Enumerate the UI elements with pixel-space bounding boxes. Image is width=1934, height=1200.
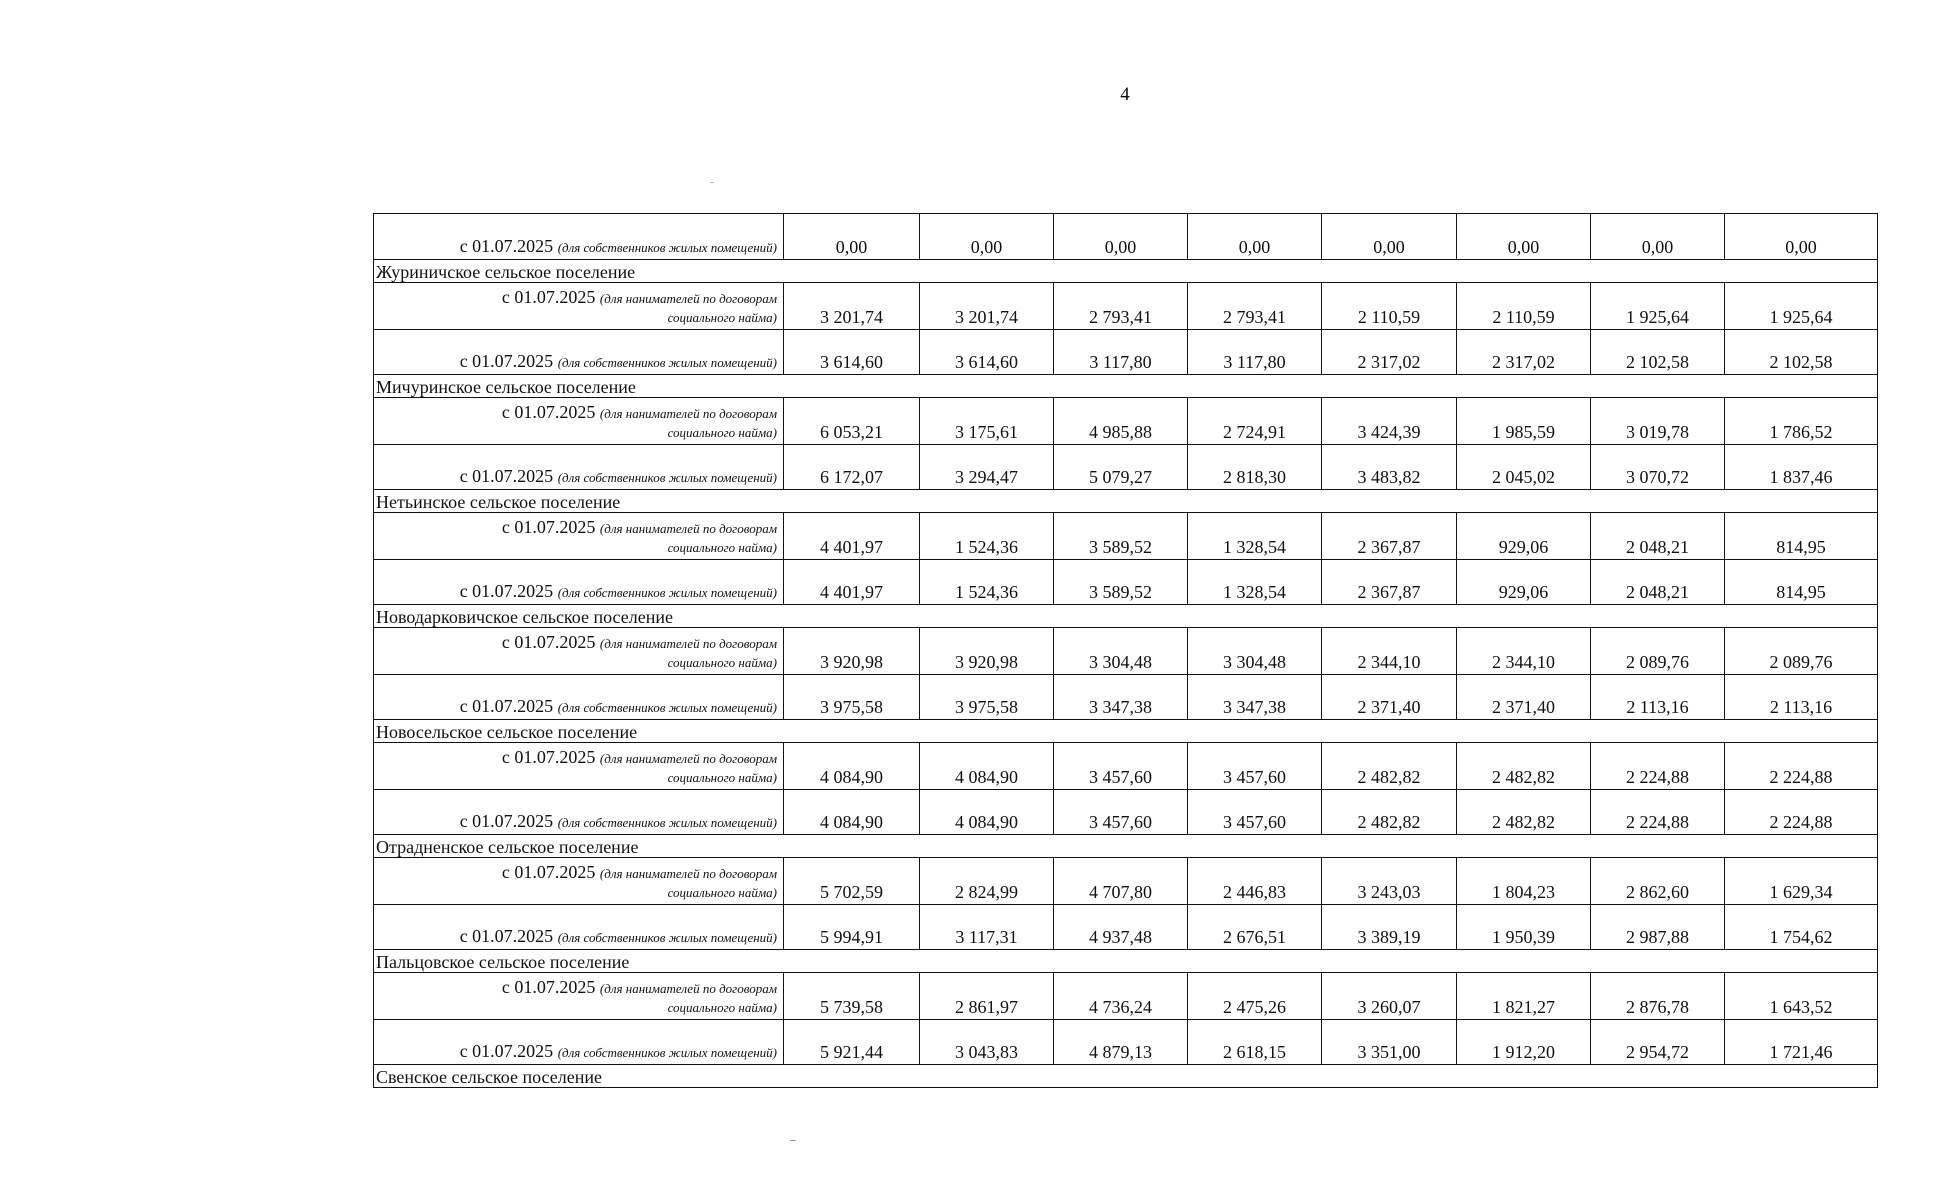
owner-row: [374, 675, 1878, 720]
date-label: с 01.07.2025: [501, 632, 596, 652]
tenant-row-label: [374, 858, 784, 905]
date-label: с 01.07.2025: [501, 862, 596, 882]
table-cell: 929,06: [1457, 560, 1591, 605]
table-cell: 3 457,60: [1054, 743, 1188, 790]
table-cell: 3 260,07: [1322, 973, 1457, 1020]
table-cell: 4 084,90: [920, 790, 1054, 835]
tenant-row: [374, 513, 1878, 560]
table-cell: 1 912,20: [1457, 1020, 1591, 1065]
table-cell: 2 110,59: [1457, 283, 1591, 330]
tenant-note: (для нанимателей по договорам: [599, 291, 777, 306]
date-label: с 01.07.2025: [459, 926, 554, 946]
table-cell: 2 446,83: [1188, 858, 1322, 905]
table-cell: 1 328,54: [1188, 560, 1322, 605]
tenant-row-label: [374, 513, 784, 560]
tenant-row-label: [374, 398, 784, 445]
owner-note: (для собственников жилых помещений): [557, 815, 777, 830]
tenant-row: [374, 973, 1878, 1020]
table-cell: 4 985,88: [1054, 398, 1188, 445]
date-label: с 01.07.2025: [459, 811, 554, 831]
table-cell: 2 113,16: [1591, 675, 1725, 720]
table-cell: 1 643,52: [1725, 973, 1878, 1020]
table-cell: 2 089,76: [1591, 628, 1725, 675]
settlement-header-row: [374, 375, 1878, 398]
table-cell: 3 117,80: [1188, 330, 1322, 375]
tenant-row: [374, 628, 1878, 675]
label-line: [380, 518, 777, 538]
table-cell: 5 079,27: [1054, 445, 1188, 490]
table-cell: 3 424,39: [1322, 398, 1457, 445]
tenant-note: социального найма): [667, 885, 777, 900]
table-cell: 2 344,10: [1322, 628, 1457, 675]
table-cell: 3 614,60: [784, 330, 920, 375]
date-label: с 01.07.2025: [501, 977, 596, 997]
table-cell: 5 739,58: [784, 973, 920, 1020]
table-cell: 3 201,74: [920, 283, 1054, 330]
date-label: с 01.07.2025: [459, 236, 554, 256]
table-cell: 814,95: [1725, 513, 1878, 560]
settlement-name: Новодарковичское сельское поселение: [374, 605, 1878, 628]
date-label: с 01.07.2025: [459, 696, 554, 716]
table-cell: 4 401,97: [784, 513, 920, 560]
table-cell: 2 089,76: [1725, 628, 1878, 675]
table-cell: 2 862,60: [1591, 858, 1725, 905]
settlement-name: Мичуринское сельское поселение: [374, 375, 1878, 398]
tenant-note: (для нанимателей по договорам: [599, 751, 777, 766]
table-cell: 3 117,31: [920, 905, 1054, 950]
table-cell: 1 629,34: [1725, 858, 1878, 905]
settlement-header-row: [374, 605, 1878, 628]
table-cell: 2 045,02: [1457, 445, 1591, 490]
tenant-row: [374, 283, 1878, 330]
table-cell: 4 879,13: [1054, 1020, 1188, 1065]
table-cell: 4 736,24: [1054, 973, 1188, 1020]
settlement-name: Нетьинское сельское поселение: [374, 490, 1878, 513]
table-cell: 2 724,91: [1188, 398, 1322, 445]
owner-note: (для собственников жилых помещений): [557, 240, 777, 255]
table-cell: 3 589,52: [1054, 513, 1188, 560]
tenant-row: [374, 858, 1878, 905]
label-line: [380, 748, 777, 768]
owner-row-label: [374, 675, 784, 720]
table-cell: 4 084,90: [784, 743, 920, 790]
table-cell: 1 328,54: [1188, 513, 1322, 560]
table-cell: 814,95: [1725, 560, 1878, 605]
tenant-note: (для нанимателей по договорам: [599, 521, 777, 536]
table-cell: 0,00: [1054, 214, 1188, 260]
table-cell: 2 110,59: [1322, 283, 1457, 330]
table-cell: 2 048,21: [1591, 513, 1725, 560]
table-cell: 1 925,64: [1591, 283, 1725, 330]
table-cell: 3 175,61: [920, 398, 1054, 445]
table-cell: 2 793,41: [1054, 283, 1188, 330]
table-cell: 2 224,88: [1725, 790, 1878, 835]
tenant-note: (для нанимателей по договорам: [599, 636, 777, 651]
owner-row: [374, 214, 1878, 260]
table-cell: 2 676,51: [1188, 905, 1322, 950]
page-number: 4: [1120, 84, 1130, 105]
label-line: [380, 863, 777, 883]
table-cell: 2 317,02: [1457, 330, 1591, 375]
table-cell: 3 457,60: [1054, 790, 1188, 835]
table-cell: 3 201,74: [784, 283, 920, 330]
table-cell: 2 818,30: [1188, 445, 1322, 490]
table-cell: 2 987,88: [1591, 905, 1725, 950]
date-label: с 01.07.2025: [459, 1041, 554, 1061]
tenant-note: (для нанимателей по договорам: [599, 406, 777, 421]
label-line: [380, 633, 777, 653]
date-label: с 01.07.2025: [501, 402, 596, 422]
owner-note: (для собственников жилых помещений): [557, 470, 777, 485]
settlement-header-row: [374, 1065, 1878, 1088]
label-line: [380, 288, 777, 308]
table-cell: 1 786,52: [1725, 398, 1878, 445]
tenant-note: социального найма): [667, 310, 777, 325]
date-label: с 01.07.2025: [459, 581, 554, 601]
tenant-row-label: [374, 743, 784, 790]
settlement-header-row: [374, 835, 1878, 858]
table-cell: 4 084,90: [784, 790, 920, 835]
table-cell: 4 707,80: [1054, 858, 1188, 905]
settlement-header-row: [374, 950, 1878, 973]
table-cell: 1 524,36: [920, 560, 1054, 605]
tenant-note: (для нанимателей по договорам: [599, 981, 777, 996]
table-cell: 2 224,88: [1591, 790, 1725, 835]
table-cell: 1 721,46: [1725, 1020, 1878, 1065]
owner-row: [374, 905, 1878, 950]
owner-row: [374, 790, 1878, 835]
table-cell: 6 172,07: [784, 445, 920, 490]
table-cell: 3 043,83: [920, 1020, 1054, 1065]
table-cell: 3 483,82: [1322, 445, 1457, 490]
table-cell: 2 367,87: [1322, 513, 1457, 560]
table-cell: 3 347,38: [1054, 675, 1188, 720]
table-cell: 6 053,21: [784, 398, 920, 445]
table-cell: 2 861,97: [920, 973, 1054, 1020]
table-cell: 0,00: [920, 214, 1054, 260]
settlement-name: Свенское сельское поселение: [374, 1065, 1878, 1088]
settlement-name: Отрадненское сельское поселение: [374, 835, 1878, 858]
table-cell: 3 920,98: [920, 628, 1054, 675]
table-cell: 4 937,48: [1054, 905, 1188, 950]
table-cell: 2 618,15: [1188, 1020, 1322, 1065]
table-cell: 2 371,40: [1322, 675, 1457, 720]
table-cell: 1 985,59: [1457, 398, 1591, 445]
table-cell: 2 482,82: [1457, 743, 1591, 790]
owner-row: [374, 560, 1878, 605]
table-cell: 2 102,58: [1725, 330, 1878, 375]
table-cell: 3 117,80: [1054, 330, 1188, 375]
owner-note: (для собственников жилых помещений): [557, 930, 777, 945]
table-cell: 0,00: [1457, 214, 1591, 260]
table-cell: 1 524,36: [920, 513, 1054, 560]
tenant-note: социального найма): [667, 425, 777, 440]
table-cell: 3 389,19: [1322, 905, 1457, 950]
date-label: с 01.07.2025: [501, 517, 596, 537]
owner-row: [374, 330, 1878, 375]
table-cell: 3 304,48: [1188, 628, 1322, 675]
settlement-name: Журиничское сельское поселение: [374, 260, 1878, 283]
table-cell: 2 102,58: [1591, 330, 1725, 375]
table-cell: 1 950,39: [1457, 905, 1591, 950]
table-cell: 1 925,64: [1725, 283, 1878, 330]
table-cell: 4 084,90: [920, 743, 1054, 790]
table-cell: 3 243,03: [1322, 858, 1457, 905]
table-cell: 2 224,88: [1591, 743, 1725, 790]
owner-row-label: [374, 1020, 784, 1065]
table-cell: 2 367,87: [1322, 560, 1457, 605]
table-cell: 3 975,58: [920, 675, 1054, 720]
owner-row-label: [374, 330, 784, 375]
settlement-name: Новосельское сельское поселение: [374, 720, 1878, 743]
table-cell: 4 401,97: [784, 560, 920, 605]
table-cell: 2 482,82: [1322, 790, 1457, 835]
label-line: [380, 403, 777, 423]
tenant-row-label: [374, 283, 784, 330]
scan-speck: [790, 1140, 796, 1141]
table-cell: 5 702,59: [784, 858, 920, 905]
table-cell: 3 294,47: [920, 445, 1054, 490]
settlement-header-row: [374, 260, 1878, 283]
label-line: [380, 978, 777, 998]
table-cell: 3 070,72: [1591, 445, 1725, 490]
owner-note: (для собственников жилых помещений): [557, 700, 777, 715]
table-cell: 2 482,82: [1322, 743, 1457, 790]
tenant-note: социального найма): [667, 540, 777, 555]
settlement-header-row: [374, 720, 1878, 743]
table-cell: 3 975,58: [784, 675, 920, 720]
table-cell: 2 224,88: [1725, 743, 1878, 790]
table-cell: 3 457,60: [1188, 743, 1322, 790]
table-cell: 3 920,98: [784, 628, 920, 675]
tariff-table: [373, 213, 1878, 1088]
table-cell: 0,00: [1591, 214, 1725, 260]
table-cell: 2 475,26: [1188, 973, 1322, 1020]
owner-row-label: [374, 905, 784, 950]
table-cell: 0,00: [1322, 214, 1457, 260]
table-cell: 1 804,23: [1457, 858, 1591, 905]
tenant-row-label: [374, 973, 784, 1020]
table-cell: 0,00: [784, 214, 920, 260]
table-cell: 3 304,48: [1054, 628, 1188, 675]
settlement-header-row: [374, 490, 1878, 513]
table-cell: 2 113,16: [1725, 675, 1878, 720]
date-label: с 01.07.2025: [501, 747, 596, 767]
table-cell: 1 837,46: [1725, 445, 1878, 490]
table-cell: 2 824,99: [920, 858, 1054, 905]
table-cell: 2 482,82: [1457, 790, 1591, 835]
table-cell: 3 347,38: [1188, 675, 1322, 720]
table-cell: 0,00: [1188, 214, 1322, 260]
owner-note: (для собственников жилых помещений): [557, 355, 777, 370]
tenant-note: социального найма): [667, 655, 777, 670]
tenant-row-label: [374, 628, 784, 675]
tenant-row: [374, 398, 1878, 445]
date-label: с 01.07.2025: [459, 351, 554, 371]
owner-row: [374, 445, 1878, 490]
table-cell: 2 371,40: [1457, 675, 1591, 720]
tenant-note: социального найма): [667, 1000, 777, 1015]
scan-speck: [710, 182, 714, 183]
table-cell: 2 954,72: [1591, 1020, 1725, 1065]
owner-row: [374, 1020, 1878, 1065]
table-cell: 2 048,21: [1591, 560, 1725, 605]
table-cell: 1 821,27: [1457, 973, 1591, 1020]
table-cell: 3 589,52: [1054, 560, 1188, 605]
date-label: с 01.07.2025: [501, 287, 596, 307]
tenant-row: [374, 743, 1878, 790]
table-cell: 3 351,00: [1322, 1020, 1457, 1065]
date-label: с 01.07.2025: [459, 466, 554, 486]
table-cell: 929,06: [1457, 513, 1591, 560]
tenant-note: (для нанимателей по договорам: [599, 866, 777, 881]
table-cell: 1 754,62: [1725, 905, 1878, 950]
owner-row-label: [374, 445, 784, 490]
owner-row-label: [374, 790, 784, 835]
owner-note: (для собственников жилых помещений): [557, 1045, 777, 1060]
table-cell: 2 344,10: [1457, 628, 1591, 675]
table-cell: 2 876,78: [1591, 973, 1725, 1020]
settlement-name: Пальцовское сельское поселение: [374, 950, 1878, 973]
table-cell: 2 793,41: [1188, 283, 1322, 330]
owner-note: (для собственников жилых помещений): [557, 585, 777, 600]
table-cell: 5 921,44: [784, 1020, 920, 1065]
tenant-note: социального найма): [667, 770, 777, 785]
table-cell: 3 019,78: [1591, 398, 1725, 445]
table-cell: 3 614,60: [920, 330, 1054, 375]
table-cell: 5 994,91: [784, 905, 920, 950]
table-cell: 2 317,02: [1322, 330, 1457, 375]
owner-row-label: [374, 214, 784, 260]
table-cell: 3 457,60: [1188, 790, 1322, 835]
table-cell: 0,00: [1725, 214, 1878, 260]
owner-row-label: [374, 560, 784, 605]
